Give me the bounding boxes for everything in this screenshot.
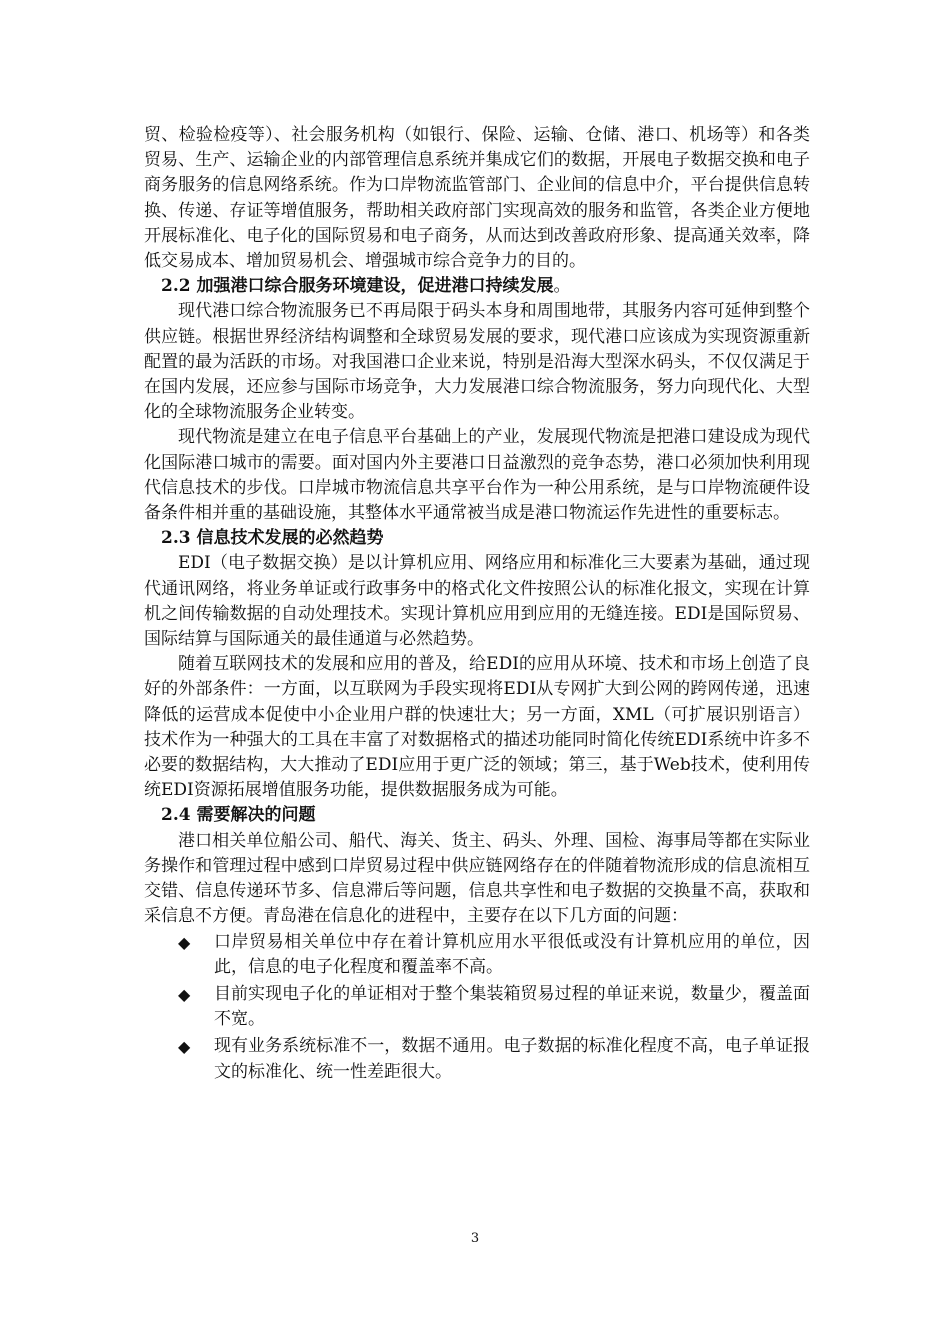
heading-2-4: 2.4 需要解决的问题 <box>161 805 316 826</box>
diamond-bullet-icon: ◆ <box>178 932 191 952</box>
heading-2-2 <box>144 274 810 299</box>
diamond-bullet-icon: ◆ <box>178 1037 191 1057</box>
list-item-text: 口岸贸易相关单位中存在着计算机应用水平很低或没有计算机应用的单位，因此，信息的电子化程度和覆盖率不高。 <box>214 931 810 977</box>
paragraph-port-logistics: 现代港口综合物流服务已不再局限于码头本身和周围地带，其服务内容可延伸到整个供应链。根据世界经济结构调整和全球贸易发展的要求，现代港口应该成为实现资源重新配置的最为活跃的市场。对我国港口企业来说，特别是沿海大型深水码头，不仅仅满足于在国内发展，还应参与国际市场竞争，大力发展港口综合物流服务，努力向现代化、大型化的全球物流服务企业转变。 <box>144 301 810 423</box>
list-item <box>178 982 810 1032</box>
heading-2-2-text: 2.2 加强港口综合服务环境建设，促进港口持续发展 <box>161 276 554 297</box>
paragraph-internet-edi: 随着互联网技术的发展和应用的普及，给EDI的应用从环境、技术和市场上创造了良好的外部条件：一方面，以互联网为手段实现将EDI从专网扩大到公网的跨网传递，迅速降低的运营成本促使中小企业用户群的快速壮大；另一方面，XML（可扩展识别语言）技术作为一种强大的工具在丰富了对数据格式的描述功能同时简化传统EDI系统中许多不必要的数据结构，大大推动了EDI应用于更广泛的领域；第三，基于Web技术，使利用传统EDI资源拓展增值服务功能，提供数据服务成为可能。 <box>144 654 810 801</box>
list-item-text: 目前实现电子化的单证相对于整个集装箱贸易过程的单证来说，数量少，覆盖面不宽。 <box>214 983 810 1030</box>
diamond-bullet-icon: ◆ <box>178 984 191 1004</box>
heading-2-3: 2.3 信息技术发展的必然趋势 <box>161 528 384 549</box>
heading-2-2-period: 。 <box>553 276 571 297</box>
page-number: 3 <box>470 1231 480 1246</box>
list-item <box>178 930 810 980</box>
paragraph-problems-intro: 港口相关单位船公司、船代、海关、货主、码头、外理、国检、海事局等都在实际业务操作和管理过程中感到口岸贸易过程中供应链网络存在的伴随着物流形成的信息流相互交错、信息传递环节多、信息滞后等问题，信息共享性和电子数据的交换量不高，获取和采信息不方便。青岛港在信息化的进程中，主要存在以下几方面的问题： <box>144 830 810 927</box>
paragraph-platform-description: 贸、检验检疫等）、社会服务机构（如银行、保险、运输、仓储、港口、机场等）和各类贸易、生产、运输企业的内部管理信息系统并集成它们的数据，开展电子数据交换和电子商务服务的信息网络系统。作为口岸物流监管部门、企业间的信息中介，平台提供信息转换、传递、存证等增值服务，帮助相关政府部门实现高效的服务和监管，各类企业方便地开展标准化、电子化的国际贸易和电子商务，从而达到改善政府形象、提高通关效率，降低交易成本、增加贸易机会、增强城市综合竞争力的目的。 <box>144 125 810 272</box>
list-item-text: 现有业务系统标准不一，数据不通用。电子数据的标准化程度不高，电子单证报文的标准化、统一性差距很大。 <box>214 1036 810 1082</box>
body-text <box>144 123 810 1087</box>
problem-list <box>144 930 810 1085</box>
paragraph-modern-logistics: 现代物流是建立在电子信息平台基础上的产业，发展现代物流是把港口建设成为现代化国际港口城市的需要。面对国内外主要港口日益激烈的竞争态势，港口必须加快利用现代信息技术的步伐。口岸城市物流信息共享平台作为一种公用系统，是与口岸物流硬件设备条件相并重的基础设施，其整体水平通常被当成是港口物流运作先进性的重要标志。 <box>144 427 810 524</box>
paragraph-edi-definition: EDI（电子数据交换）是以计算机应用、网络应用和标准化三大要素为基础，通过现代通讯网络，将业务单证或行政事务中的格式化文件按照公认的标准化报文，实现在计算机之间传输数据的自动处理技术。实现计算机应用到应用的无缝连接。EDI是国际贸易、国际结算与国际通关的最佳通道与必然趋势。 <box>144 553 810 650</box>
list-item <box>178 1034 810 1084</box>
